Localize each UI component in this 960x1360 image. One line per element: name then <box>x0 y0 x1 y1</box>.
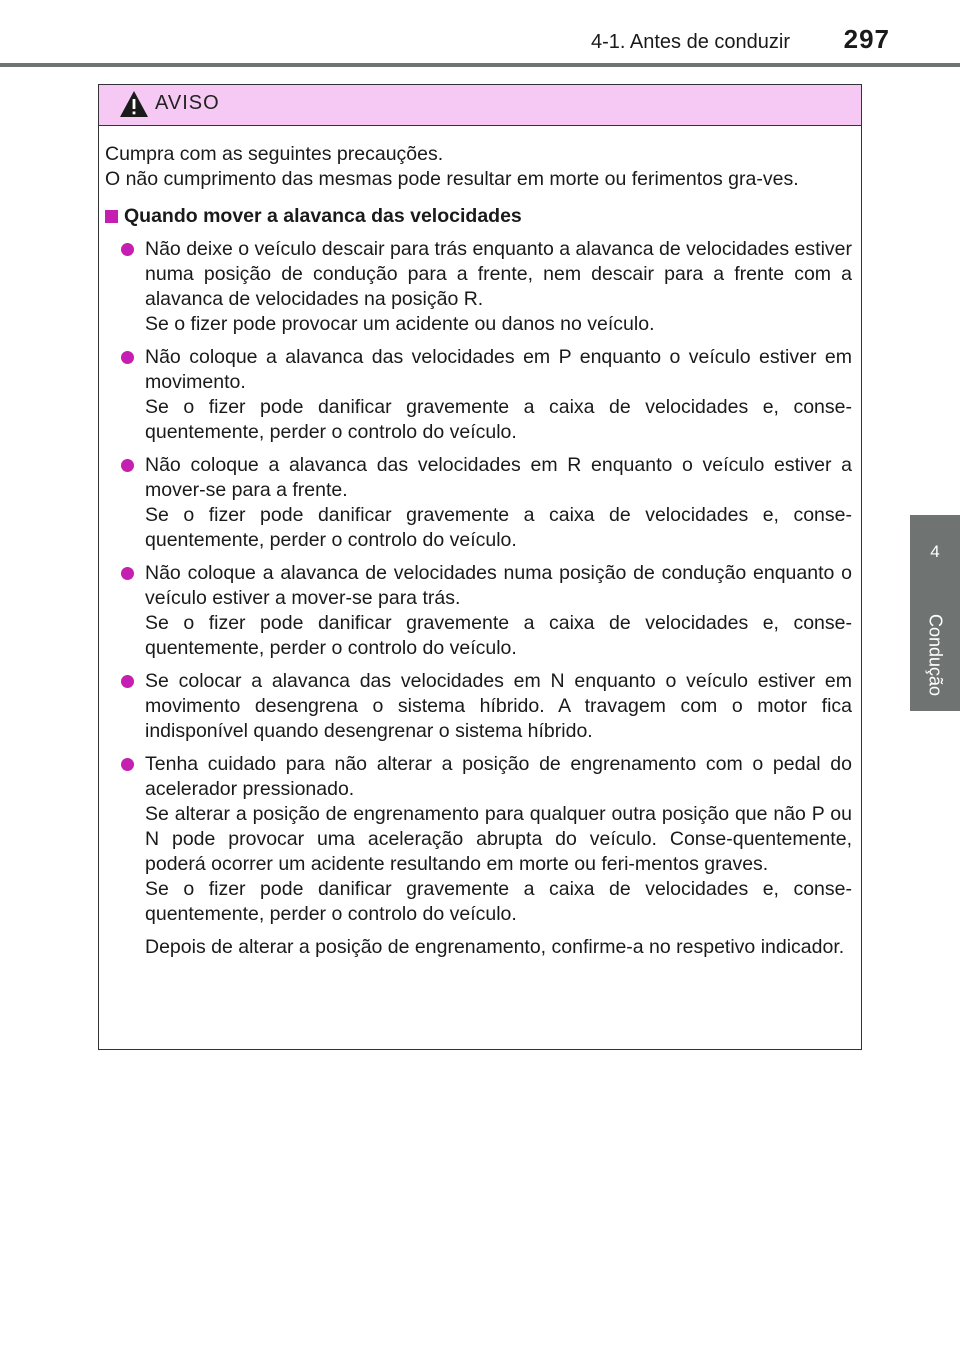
circle-bullet-icon <box>121 351 134 364</box>
chapter-tab <box>910 515 960 711</box>
warning-title: AVISO <box>155 92 220 114</box>
page-header <box>0 0 960 70</box>
warning-box <box>98 84 862 1050</box>
list-item-text: Se colocar a alavanca das velocidades em N enquanto o veículo estiver em movimento desengrena o sistema híbrido. A travagem com o motor fica indisponível quando desengrenar o sistema híbrido. <box>145 670 852 742</box>
list-item-text: Não coloque a alavanca de velocidades numa posição de condução enquanto o veículo estiver a mover-se para trás. <box>145 562 852 609</box>
list-item-text: Se o fizer pode danificar gravemente a caixa de velocidades e, conse-quentemente, perder o controlo do veículo. <box>145 504 852 551</box>
list-item <box>105 237 852 337</box>
list-item-text: Se alterar a posição de engrenamento para qualquer outra posição que não P ou N pode provocar uma aceleração abrupta do veículo. Conse-quentemente, poderá ocorrer um acidente resultando em morte ou feri-mentos graves. <box>145 803 852 875</box>
page-number: 297 <box>843 24 890 54</box>
list-item-text: Não deixe o veículo descair para trás enquanto a alavanca de velocidades estiver numa posição de condução para a frente, nem descair para a frente com a alavanca de velocidades na posição R. <box>145 238 852 310</box>
intro-line: Cumpra com as seguintes precauções. <box>105 143 444 165</box>
warning-header <box>99 85 861 126</box>
subsection-heading <box>105 204 852 229</box>
warning-intro <box>105 142 852 192</box>
circle-bullet-icon <box>121 459 134 472</box>
chapter-number: 4 <box>930 542 940 561</box>
circle-bullet-icon <box>121 758 134 771</box>
list-item <box>105 669 852 744</box>
list-item-text: Se o fizer pode danificar gravemente a caixa de velocidades e, conse-quentemente, perder o controlo do veículo. <box>145 396 852 443</box>
list-item-text: Se o fizer pode provocar um acidente ou danos no veículo. <box>145 313 655 335</box>
square-bullet-icon <box>105 210 118 223</box>
list-item-text: Se o fizer pode danificar gravemente a caixa de velocidades e, conse-quentemente, perder o controlo do veículo. <box>145 612 852 659</box>
section-title: 4-1. Antes de conduzir <box>590 31 790 53</box>
list-item <box>105 561 852 661</box>
circle-bullet-icon <box>121 243 134 256</box>
list-item-text: Tenha cuidado para não alterar a posição de engrenamento com o pedal do acelerador pressionado. <box>145 753 852 800</box>
warning-body <box>99 126 861 960</box>
list-item <box>105 345 852 445</box>
warning-triangle-icon <box>119 89 149 119</box>
chapter-label: Condução <box>925 613 946 697</box>
list-item <box>105 752 852 927</box>
list-item-text: Não coloque a alavanca das velocidades em R enquanto o veículo estiver a mover-se para a frente. <box>145 454 852 501</box>
circle-bullet-icon <box>121 675 134 688</box>
closing-note: Depois de alterar a posição de engrenamento, confirme-a no respetivo indicador. <box>145 936 845 958</box>
list-item-text: Não coloque a alavanca das velocidades em P enquanto o veículo estiver em movimento. <box>145 346 852 393</box>
header-rule <box>0 63 960 67</box>
intro-line: O não cumprimento das mesmas pode resultar em morte ou ferimentos gra-ves. <box>105 168 799 190</box>
list-item <box>105 453 852 553</box>
subsection-heading-text: Quando mover a alavanca das velocidades <box>124 205 522 227</box>
circle-bullet-icon <box>121 567 134 580</box>
list-item-text: Se o fizer pode danificar gravemente a caixa de velocidades e, conse-quentemente, perder o controlo do veículo. <box>145 878 852 925</box>
